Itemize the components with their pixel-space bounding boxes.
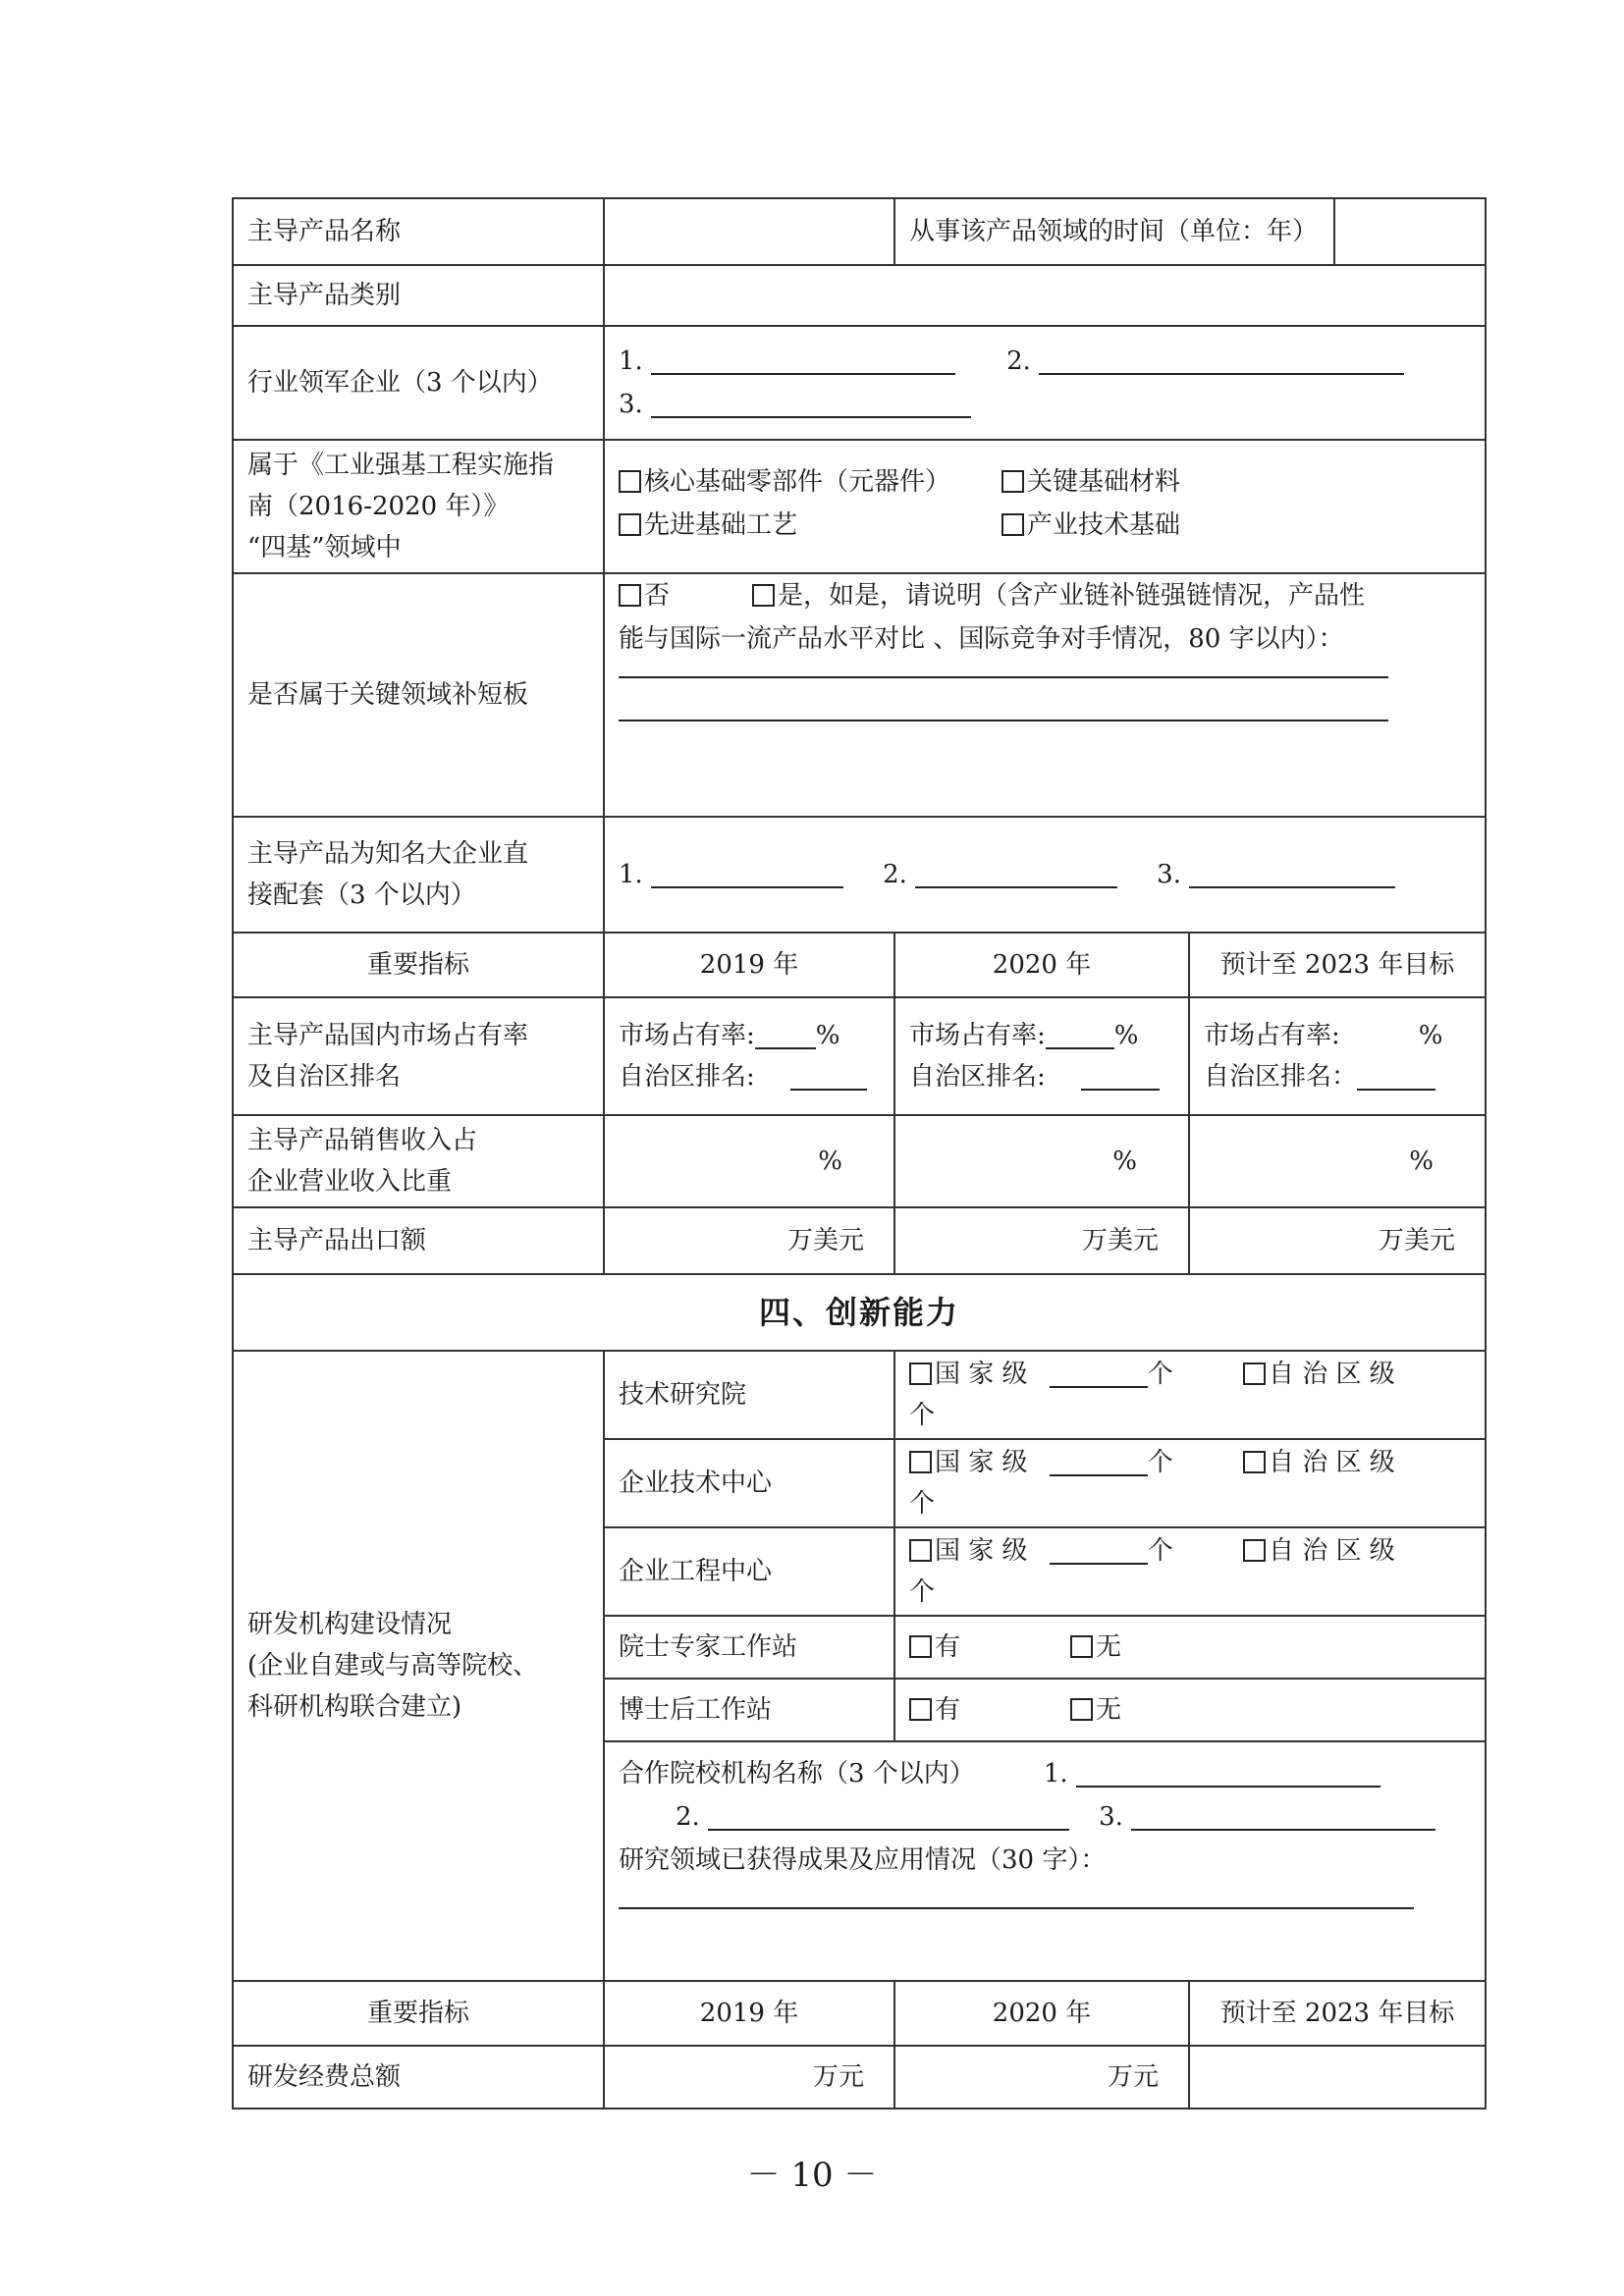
count-input[interactable] — [1050, 1539, 1148, 1565]
field-cooperation — [604, 1741, 1486, 1981]
no-label: 无 — [1096, 1632, 1122, 1662]
row-indicators-header-1 — [233, 933, 1486, 997]
field-shortboard — [604, 573, 1486, 817]
label-market-share-line-2: 及自治区排名 — [247, 1062, 402, 1092]
achieve-line[interactable] — [619, 1886, 1414, 1909]
row-shortboard — [233, 573, 1486, 817]
rank-label: 自治区排名: — [909, 1062, 1046, 1092]
field-product-category[interactable] — [604, 265, 1486, 326]
option-label: 产业技术基础 — [1027, 510, 1181, 540]
checkbox-icon[interactable] — [1243, 1539, 1266, 1562]
header-2023-target: 预计至 2023 年目标 — [1189, 933, 1486, 997]
checkbox-icon[interactable] — [1243, 1362, 1266, 1385]
form-table — [232, 197, 1487, 2109]
option-yes[interactable] — [909, 1688, 1070, 1732]
org-level — [894, 1527, 1486, 1616]
header-2023-target: 预计至 2023 年目标 — [1189, 1981, 1486, 2046]
supply-num-2: 2. — [883, 860, 907, 889]
row-supply — [233, 817, 1486, 933]
label-rnd-line-3: 科研机构联合建立) — [247, 1692, 462, 1722]
share-label: 市场占有率: — [619, 1021, 755, 1050]
checkbox-icon[interactable] — [1243, 1451, 1266, 1473]
option-no[interactable] — [619, 574, 752, 617]
row-indicators-header-2 — [233, 1981, 1486, 2046]
checkbox-icon[interactable] — [619, 513, 641, 536]
sales-2023[interactable]: % — [1189, 1115, 1486, 1207]
label-four-base-line-1: 属于《工业强基工程实施指 — [247, 451, 555, 480]
coop-label: 合作院校机构名称（3 个以内） — [619, 1759, 975, 1789]
header-2020: 2020 年 — [894, 933, 1189, 997]
label-four-base-line-3: “四基”领域中 — [247, 533, 402, 562]
label-industry-leaders: 行业领军企业（3 个以内） — [233, 326, 604, 440]
row-section-title — [233, 1274, 1486, 1351]
unit-label: 个 — [909, 1401, 936, 1430]
label-rnd-total: 研发经费总额 — [233, 2046, 604, 2109]
pct-sign: % — [1418, 1021, 1443, 1050]
row-product-category — [233, 265, 1486, 326]
header-indicator: 重要指标 — [233, 1981, 604, 2046]
org-name: 院士专家工作站 — [604, 1616, 894, 1679]
export-2019[interactable]: 万美元 — [604, 1207, 894, 1274]
leader-num-2: 2. — [1006, 347, 1031, 376]
header-2019: 2019 年 — [604, 933, 894, 997]
unit-label: 个 — [909, 1577, 936, 1607]
row-sales-ratio — [233, 1115, 1486, 1207]
option-no[interactable] — [1070, 1632, 1121, 1662]
label-market-share-line-1: 主导产品国内市场占有率 — [247, 1021, 529, 1050]
leader-3-input[interactable] — [651, 387, 971, 418]
page-number: － 10 － — [746, 2156, 878, 2195]
checkbox-icon[interactable] — [909, 1635, 932, 1658]
count-input[interactable] — [1050, 1362, 1148, 1388]
field-years-in-field[interactable] — [1334, 198, 1486, 265]
rnd-total-2019[interactable]: 万元 — [604, 2046, 894, 2109]
label-market-share — [233, 997, 604, 1115]
market-2020[interactable] — [894, 997, 1189, 1115]
option-core-components[interactable] — [619, 460, 1001, 504]
label-rnd-line-1: 研发机构建设情况 — [247, 1610, 453, 1639]
row-research-institute — [233, 1351, 1486, 1439]
header-2019: 2019 年 — [604, 1981, 894, 2046]
org-name: 企业技术中心 — [604, 1439, 894, 1527]
sales-2019[interactable]: % — [604, 1115, 894, 1207]
checkbox-icon[interactable] — [1001, 513, 1024, 536]
share-input[interactable] — [755, 1024, 816, 1049]
checkbox-icon[interactable] — [909, 1451, 932, 1473]
label-supply — [233, 817, 604, 933]
market-2019[interactable] — [604, 997, 894, 1115]
option-label: 关键基础材料 — [1027, 467, 1181, 497]
option-basic-process[interactable] — [619, 504, 1001, 547]
checkbox-icon[interactable] — [1070, 1635, 1093, 1658]
no-label: 无 — [1096, 1695, 1122, 1725]
row-industry-leaders — [233, 326, 1486, 440]
option-yes-label: 是，如是，请说明（含产业链补链强链情况，产品性 — [778, 581, 1366, 611]
unit-label: 个 — [909, 1489, 936, 1519]
option-key-materials[interactable] — [1001, 467, 1180, 497]
field-supply — [604, 817, 1486, 933]
coop-num-2: 2. — [676, 1802, 700, 1832]
shortboard-desc: 能与国际一流产品水平对比 、国际竞争对手情况，80 字以内）： — [619, 624, 1344, 654]
achieve-label: 研究领域已获得成果及应用情况（30 字）： — [619, 1845, 1107, 1875]
rank-input[interactable] — [1357, 1065, 1435, 1091]
supply-1-input[interactable] — [651, 857, 843, 888]
supply-2-input[interactable] — [915, 857, 1117, 888]
label-product-category: 主导产品类别 — [233, 265, 604, 326]
section-title: 四、创新能力 — [233, 1274, 1486, 1351]
label-rnd-line-2: (企业自建或与高等院校、 — [247, 1651, 539, 1681]
rank-input[interactable] — [790, 1065, 867, 1091]
row-product-name — [233, 198, 1486, 265]
header-2020: 2020 年 — [894, 1981, 1189, 2046]
org-name: 企业工程中心 — [604, 1527, 894, 1616]
field-industry-leaders[interactable] — [604, 326, 1486, 440]
header-indicator: 重要指标 — [233, 933, 604, 997]
label-shortboard: 是否属于关键领域补短板 — [233, 573, 604, 817]
unit-label: 个 — [1147, 1448, 1173, 1477]
share-input[interactable] — [1046, 1024, 1114, 1049]
rank-input[interactable] — [1081, 1065, 1160, 1091]
option-tech-foundation[interactable] — [1001, 510, 1180, 540]
coop-2-input[interactable] — [708, 1799, 1069, 1831]
checkbox-icon[interactable] — [1001, 470, 1024, 493]
sales-2020[interactable]: % — [894, 1115, 1189, 1207]
label-sales-ratio-line-2: 企业营业收入比重 — [247, 1167, 453, 1197]
label-export: 主导产品出口额 — [233, 1207, 604, 1274]
org-level — [894, 1439, 1486, 1527]
option-no[interactable] — [1070, 1695, 1121, 1725]
supply-num-3: 3. — [1157, 860, 1181, 889]
field-product-name[interactable] — [604, 198, 894, 265]
checkbox-icon[interactable] — [909, 1539, 932, 1562]
coop-1-input[interactable] — [1076, 1756, 1380, 1788]
field-four-base — [604, 440, 1486, 573]
leader-num-3: 3. — [619, 390, 643, 419]
label-four-base — [233, 440, 604, 573]
org-name: 博士后工作站 — [604, 1679, 894, 1741]
row-four-base — [233, 440, 1486, 573]
national-label: 国 家 级 — [935, 1360, 1028, 1389]
national-label: 国 家 级 — [935, 1448, 1028, 1477]
label-product-name: 主导产品名称 — [233, 198, 604, 265]
pct-sign: % — [1113, 1021, 1139, 1050]
option-label: 先进基础工艺 — [644, 510, 798, 540]
export-2020[interactable]: 万美元 — [894, 1207, 1189, 1274]
coop-num-3: 3. — [1099, 1802, 1123, 1832]
label-years-in-field: 从事该产品领域的时间（单位：年） — [894, 198, 1334, 265]
coop-num-1: 1. — [1043, 1759, 1068, 1789]
shortboard-line-2[interactable] — [619, 698, 1388, 721]
label-rnd-org — [233, 1351, 604, 1981]
unit-label: 个 — [1147, 1360, 1173, 1389]
rnd-total-2023[interactable] — [1189, 2046, 1486, 2109]
pct-sign: % — [815, 1021, 840, 1050]
yes-label: 有 — [935, 1632, 961, 1662]
application-form — [232, 197, 1485, 2109]
supply-num-1: 1. — [619, 860, 643, 889]
national-label: 国 家 级 — [935, 1536, 1028, 1566]
supply-3-input[interactable] — [1189, 857, 1395, 888]
label-supply-line-2: 接配套（3 个以内） — [247, 881, 476, 910]
leader-2-input[interactable] — [1039, 344, 1404, 375]
label-sales-ratio — [233, 1115, 604, 1207]
regional-label: 自 治 区 级 — [1269, 1448, 1395, 1477]
checkbox-icon[interactable] — [909, 1698, 932, 1721]
regional-label: 自 治 区 级 — [1269, 1360, 1395, 1389]
market-2023[interactable] — [1189, 997, 1486, 1115]
leader-1-input[interactable] — [651, 344, 955, 375]
checkbox-icon[interactable] — [1070, 1698, 1093, 1721]
row-export — [233, 1207, 1486, 1274]
checkbox-icon[interactable] — [619, 470, 641, 493]
row-market-share — [233, 997, 1486, 1115]
unit-label: 个 — [1147, 1536, 1173, 1566]
share-label: 市场占有率: — [1204, 1021, 1340, 1050]
org-yesno — [894, 1679, 1486, 1741]
checkbox-icon[interactable] — [619, 584, 641, 607]
count-input[interactable] — [1050, 1451, 1148, 1476]
option-no-label: 否 — [644, 581, 671, 611]
rank-label: 自治区排名： — [1204, 1062, 1358, 1092]
export-2023[interactable]: 万美元 — [1189, 1207, 1486, 1274]
yes-label: 有 — [935, 1695, 961, 1725]
label-sales-ratio-line-1: 主导产品销售收入占 — [247, 1126, 478, 1155]
org-name: 技术研究院 — [604, 1351, 894, 1439]
checkbox-icon[interactable] — [909, 1362, 932, 1385]
coop-3-input[interactable] — [1131, 1799, 1435, 1831]
leader-num-1: 1. — [619, 347, 643, 376]
option-yes[interactable] — [909, 1626, 1070, 1669]
row-rnd-total — [233, 2046, 1486, 2109]
label-four-base-line-2: 南（2016-2020 年）》 — [247, 492, 510, 521]
rank-label: 自治区排名: — [619, 1062, 755, 1092]
option-label: 核心基础零部件（元器件） — [644, 467, 951, 497]
rnd-total-2020[interactable]: 万元 — [894, 2046, 1189, 2109]
org-level — [894, 1351, 1486, 1439]
label-supply-line-1: 主导产品为知名大企业直 — [247, 839, 529, 869]
org-yesno — [894, 1616, 1486, 1679]
share-label: 市场占有率: — [909, 1021, 1046, 1050]
regional-label: 自 治 区 级 — [1269, 1536, 1395, 1566]
checkbox-icon[interactable] — [752, 584, 775, 607]
